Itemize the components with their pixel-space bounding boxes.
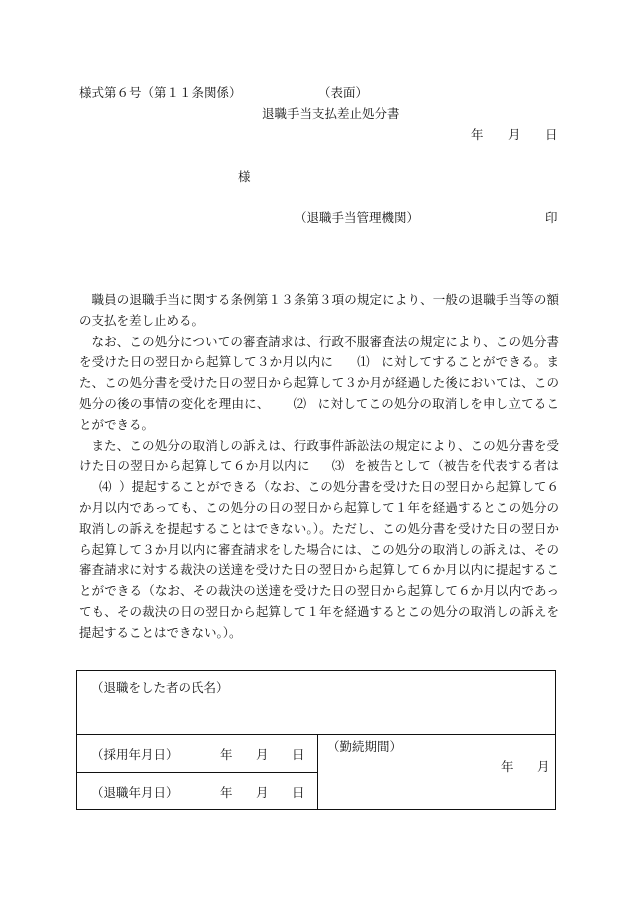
issuing-authority: （退職手当管理機関） xyxy=(294,210,420,225)
body-text xyxy=(79,290,559,644)
retire-date-year: 年 xyxy=(220,785,233,800)
retire-date-label: （退職年月日） xyxy=(91,785,179,800)
table-divider-2 xyxy=(77,772,317,773)
retire-date-day: 日 xyxy=(292,785,305,800)
retire-date-month: 月 xyxy=(256,785,269,800)
date-day: 日 xyxy=(545,127,558,142)
service-period-month: 月 xyxy=(537,759,550,774)
form-side-label: （表面） xyxy=(318,85,369,100)
addressee-suffix: 様 xyxy=(238,169,251,184)
hire-date-day: 日 xyxy=(292,747,305,762)
date-year: 年 xyxy=(471,127,484,142)
blank-3: ⑶ xyxy=(331,458,345,474)
form-number: 様式第６号（第１１条関係） xyxy=(79,85,242,100)
blank-2: ⑵ xyxy=(293,395,307,411)
hire-date-year: 年 xyxy=(220,747,233,762)
paragraph-1: 職員の退職手当に関する条例第１３条第３項の規定により、一般の退職手当等の額の支払を差し止める。 xyxy=(79,292,559,328)
date-month: 月 xyxy=(508,127,521,142)
retiree-name-label: （退職をした者の氏名） xyxy=(91,680,229,695)
seal-mark: 印 xyxy=(545,210,558,225)
hire-date-label: （採用年月日） xyxy=(91,747,179,762)
document-title: 退職手当支払差止処分書 xyxy=(262,106,400,121)
service-period-year: 年 xyxy=(501,759,514,774)
hire-date-month: 月 xyxy=(256,747,269,762)
service-period-label: （勤続期間） xyxy=(327,739,403,754)
retiree-info-table xyxy=(76,670,556,810)
table-divider-1 xyxy=(77,734,555,735)
paragraph-2: なお、この処分についての審査請求は、行政不服審査法の規定により、この処分書を受けた日の翌日から起算して３か月以内に ⑴ に対してすることができる。また、この処分書を受けた日の翌日から起算して３か月が経過した後においては、この処分の後の事情の変化を理由に、 ⑵ に対してこの処分の取消しを申し立てることができる。 xyxy=(79,333,559,432)
blank-1: ⑴ xyxy=(357,354,370,370)
table-divider-vertical xyxy=(317,734,318,810)
blank-4: ⑷ xyxy=(98,479,112,495)
paragraph-3: また、この処分の取消しの訴えは、行政事件訴訟法の規定により、この処分書を受けた日の翌日から起算して６か月以内に ⑶ を被告として（被告を代表する者は⑷ ）提起することができる（なお、この処分書を受けた日の翌日から起算して６か月以内であっても、この処分の日の翌日から起算して１年を経過するとこの処分の取消しの訴えを提起することはできない。）。ただし、この処分書を受けた日の翌日から起算して３か月以内に審査請求をした場合には、この処分の取消しの訴えは、その審査請求に対する裁決の送達を受けた日の翌日から起算して６か月以内に提起することができる（なお、その裁決の送達を受けた日の翌日から起算して６か月以内であっても、その裁決の日の翌日から起算して１年を経過するとこの処分の取消しの訴えを提起することはできない。）。 xyxy=(79,437,559,640)
